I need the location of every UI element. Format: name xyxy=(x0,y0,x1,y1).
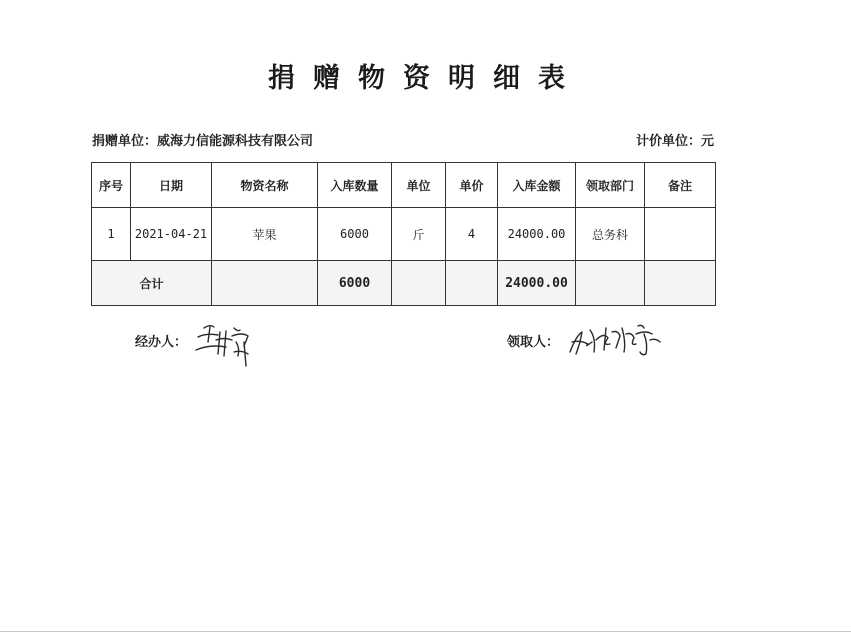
page-bottom-edge xyxy=(0,631,851,632)
total-amount: 24000.00 xyxy=(498,261,576,306)
donor-label: 捐赠单位： xyxy=(92,134,158,149)
header-date: 日期 xyxy=(131,163,212,208)
header-amount: 入库金额 xyxy=(498,163,576,208)
pricing-unit-value: 元 xyxy=(700,134,714,149)
header-note: 备注 xyxy=(645,163,716,208)
total-department-empty xyxy=(576,261,645,306)
header-item: 物资名称 xyxy=(212,163,318,208)
total-unit-empty xyxy=(392,261,446,306)
total-quantity: 6000 xyxy=(318,261,392,306)
cell-department: 总务科 xyxy=(576,208,645,261)
pricing-unit-info xyxy=(636,130,714,149)
receiver-signature xyxy=(566,318,666,360)
cell-quantity: 6000 xyxy=(318,208,392,261)
cell-unit: 斤 xyxy=(392,208,446,261)
total-price-empty xyxy=(446,261,498,306)
total-row xyxy=(92,261,716,306)
donation-table xyxy=(91,162,716,306)
cell-price: 4 xyxy=(446,208,498,261)
cell-amount: 24000.00 xyxy=(498,208,576,261)
handler-label: 经办人： xyxy=(135,335,188,350)
total-note-empty xyxy=(645,261,716,306)
header-price: 单价 xyxy=(446,163,498,208)
cell-item: 苹果 xyxy=(212,208,318,261)
total-label: 合计 xyxy=(92,261,212,306)
total-item-empty xyxy=(212,261,318,306)
donor-info xyxy=(92,130,313,149)
cell-note xyxy=(645,208,716,261)
table-row xyxy=(92,208,716,261)
cell-index: 1 xyxy=(92,208,131,261)
document-title: 捐赠物资明细表 xyxy=(268,63,583,94)
donor-name: 威海力信能源科技有限公司 xyxy=(157,134,314,149)
pricing-unit-label: 计价单位： xyxy=(635,134,701,149)
header-department: 领取部门 xyxy=(576,163,645,208)
table-header-row xyxy=(92,163,716,208)
handler-signature xyxy=(190,318,260,373)
header-unit: 单位 xyxy=(392,163,446,208)
cell-date: 2021-04-21 xyxy=(131,208,212,261)
header-index: 序号 xyxy=(92,163,131,208)
header-quantity: 入库数量 xyxy=(318,163,392,208)
receiver-label: 领取人： xyxy=(507,335,560,350)
